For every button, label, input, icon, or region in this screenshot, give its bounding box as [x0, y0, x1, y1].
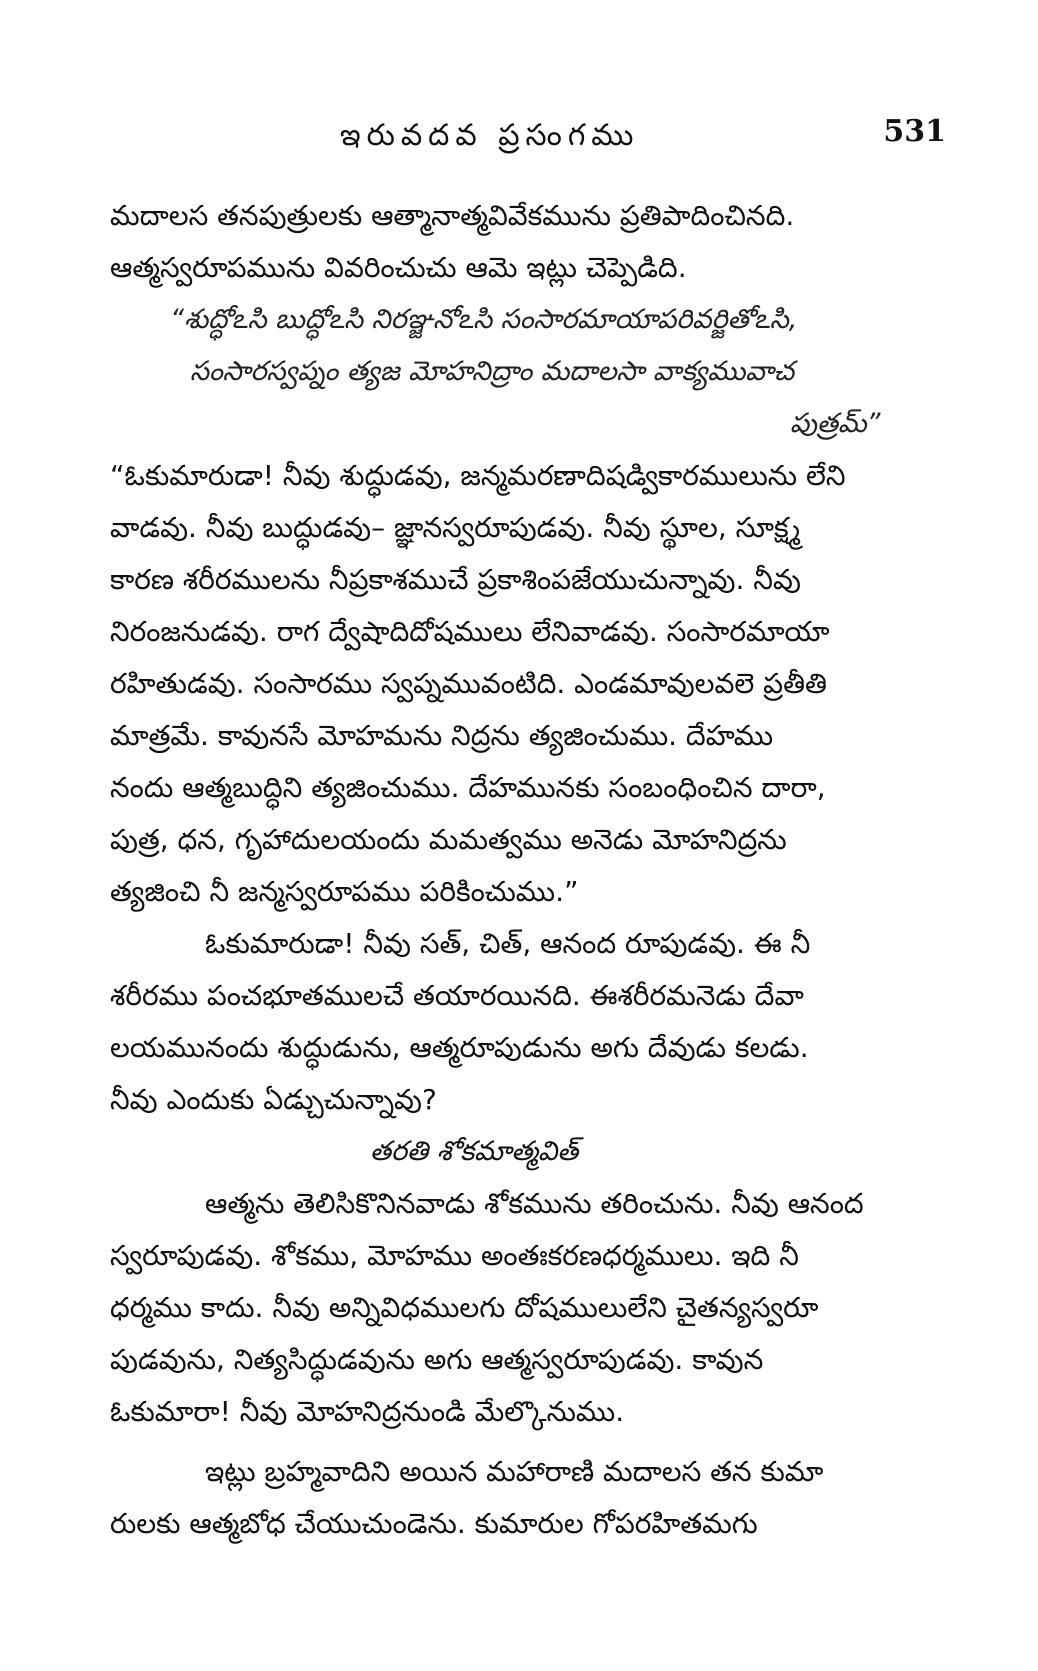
text-line: నిరంజనుడవు. రాగ ద్వేషాదిదోషములు లేనివాడవు. సంసారమాయా [110, 615, 830, 648]
text-line: శరీరము పంచభూతములచే తయారయినది. ఈశరీరమనెడు దేవా [110, 979, 804, 1012]
text-line: రులకు ఆత్మబోధ చేయుచుండెను. కుమారుల గోపరహితమగు [110, 1507, 758, 1540]
section-subheading: తరతి శోకమాత్మవిత్ [370, 1136, 579, 1167]
text-line: పుత్ర, ధన, గృహాదులయందు మమత్వము అనెడు మోహనిద్రను [110, 823, 787, 856]
text-line: వాడవు. నీవు బుద్ధుడవు– జ్ఞానస్వరూపుడవు. నీవు స్థూల, సూక్ష్మ [110, 511, 801, 544]
running-title: ఇరువదవ ప్రసంగము [340, 118, 640, 153]
text-line: ఆత్మస్వరూపమును వివరించుచు ఆమె ఇట్లు చెప్పెడిది. [110, 251, 687, 284]
text-line: మదాలస తనపుత్రులకు ఆత్మానాత్మవివేకమును ప్రతిపాదించినది. [110, 199, 795, 232]
text-line: ఓకుమారా! నీవు మోహనిద్రనుండి మేల్కొనుము. [110, 1395, 625, 1428]
text-line: రహితుడవు. సంసారము స్వప్నమువంటిది. ఎండమావులవలె ప్రతీతి [110, 667, 827, 700]
sanskrit-verse-line: పుత్రమ్” [790, 408, 881, 439]
text-line: ధర్మము కాదు. నీవు అన్నివిధములగు దోషములులేని చైతన్యస్వరూ [110, 1291, 819, 1324]
page-number: 531 [883, 114, 946, 149]
text-line: లయమునందు శుద్ధుడును, ఆత్మరూపుడును అగు దేవుడు కలడు. [110, 1031, 809, 1064]
paragraph-gap [110, 1438, 950, 1446]
paragraph-start-line: ఇట్లు బ్రహ్మవాదిని అయిన మహారాణి మదాలస తన కుమా [205, 1455, 824, 1488]
text-line: స్వరూపుడవు. శోకము, మోహము అంతఃకరణధర్మములు. ఇది నీ [110, 1239, 799, 1272]
text-line: నీవు ఎందుకు ఏడ్చుచున్నావు? [110, 1083, 437, 1116]
text-line: కారణ శరీరములను నీప్రకాశముచే ప్రకాశింపజేయుచున్నావు. నీవు [110, 563, 801, 596]
page-body [110, 190, 950, 1550]
paragraph-start-line: ఓకుమారుడా! నీవు సత్, చిత్, ఆనంద రూపుడవు. ఈ నీ [205, 927, 811, 960]
text-line: నందు ఆత్మబుద్ధిని త్యజించుము. దేహమునకు సంబంధించిన దారా, [110, 771, 826, 804]
page-header [0, 114, 1038, 158]
text-line: మాత్రమే. కావునసే మోహమను నిద్రను త్యజించుము. దేహము [110, 719, 774, 752]
text-line: పుడవును, నిత్యసిద్ధుడవును అగు ఆత్మస్వరూపుడవు. కావున [110, 1343, 764, 1376]
paragraph-start-line: ఆత్మను తెలిసికొనినవాడు శోకమును తరించును. నీవు ఆనంద [205, 1187, 864, 1220]
text-line: త్యజించి నీ జన్మస్వరూపము పరికించుము.” [110, 875, 579, 908]
sanskrit-verse-line: “శుద్ధోఽసి బుద్ధోఽసి నిరఞ్జనోఽసి సంసారమాయాపరివర్జితోఽసి, [170, 304, 798, 335]
text-line: “ఓకుమారుడా! నీవు శుద్ధుడవు, జన్మమరణాదిషడ్వికారములును లేని [110, 459, 846, 492]
sanskrit-verse-line: సంసారస్వప్నం త్యజ మోహనిద్రాం మదాలసా వాక్యమువాచ [190, 356, 795, 387]
